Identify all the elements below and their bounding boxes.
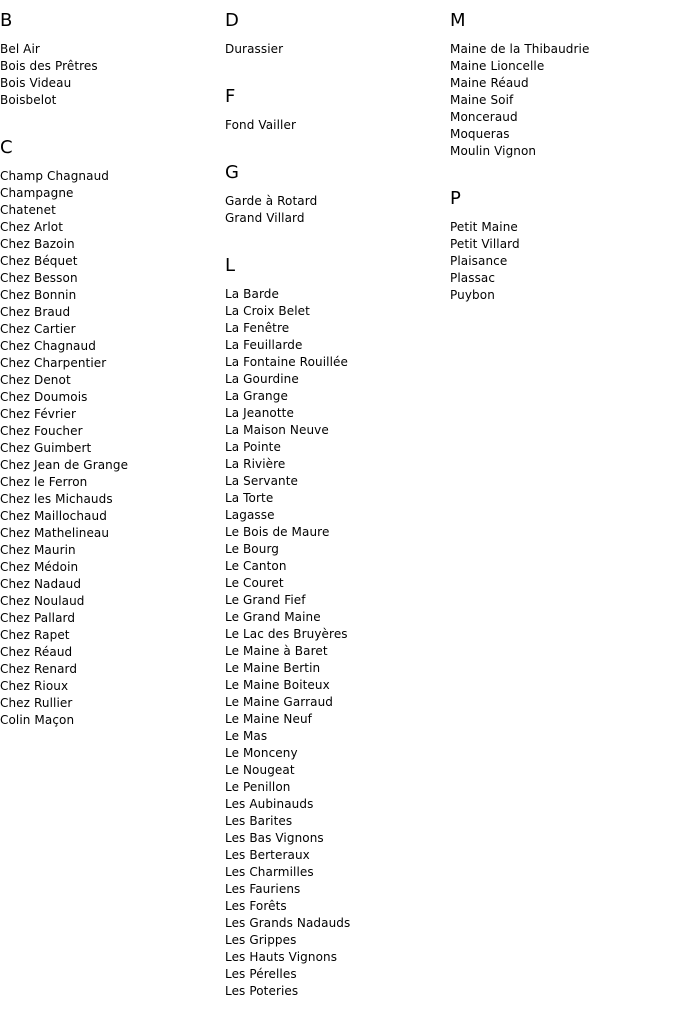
place-list-item (225, 541, 445, 558)
letter-heading: G (225, 162, 239, 183)
place-list-item (0, 576, 220, 593)
place-link[interactable]: Maine Lioncelle (450, 59, 545, 73)
place-link[interactable]: Chez Chagnaud (0, 339, 96, 353)
place-link[interactable]: La Servante (225, 474, 299, 488)
place-link[interactable]: Chez le Ferron (0, 475, 88, 489)
place-list-item (225, 193, 445, 210)
place-list-item (225, 456, 445, 473)
place-list-item (225, 524, 445, 541)
place-list-item (0, 355, 220, 372)
place-link[interactable]: Chatenet (0, 203, 56, 217)
place-link[interactable]: Monceraud (450, 110, 518, 124)
place-list-item (225, 796, 445, 813)
place-list-item (0, 491, 220, 508)
place-link[interactable]: Champagne (0, 186, 74, 200)
place-list-item (0, 92, 220, 109)
place-list-item (450, 143, 670, 160)
place-link[interactable]: Chez Braud (0, 305, 71, 319)
place-link[interactable]: Les Charmilles (225, 865, 314, 879)
place-link[interactable]: Les Hauts Vignons (225, 950, 338, 964)
place-list-item (225, 354, 445, 371)
place-link[interactable]: Colin Maçon (0, 713, 75, 727)
place-link[interactable]: Puybon (450, 288, 495, 302)
place-list-item (225, 558, 445, 575)
place-list (225, 193, 445, 227)
place-link[interactable]: La Maison Neuve (225, 423, 329, 437)
place-list-item (225, 286, 445, 303)
place-list-item (225, 830, 445, 847)
place-link[interactable]: Les Berteraux (225, 848, 310, 862)
place-list-item (225, 864, 445, 881)
place-list-item (450, 270, 670, 287)
place-link[interactable]: Chez Rapet (0, 628, 70, 642)
place-link[interactable]: Chez Guimbert (0, 441, 92, 455)
place-link[interactable]: Le Monceny (225, 746, 298, 760)
place-list (450, 41, 670, 160)
place-list-item (0, 389, 220, 406)
place-list-item (225, 592, 445, 609)
place-link[interactable]: Boisbelot (0, 93, 57, 107)
place-link[interactable]: Les Grippes (225, 933, 297, 947)
place-link[interactable]: Chez Denot (0, 373, 71, 387)
place-list-item (225, 660, 445, 677)
place-link[interactable]: Chez Réaud (0, 645, 73, 659)
place-link[interactable]: Garde à Rotard (225, 194, 318, 208)
place-link[interactable]: Chez Bonnin (0, 288, 77, 302)
place-link[interactable]: Les Grands Nadauds (225, 916, 351, 930)
place-list-item (0, 474, 220, 491)
letter-group (225, 10, 445, 58)
place-list-item (0, 525, 220, 542)
place-link[interactable]: Chez Jean de Grange (0, 458, 129, 472)
place-list-item (225, 41, 445, 58)
place-list-item (0, 712, 220, 729)
place-link[interactable]: Durassier (225, 42, 284, 56)
place-link[interactable]: Maine Réaud (450, 76, 529, 90)
place-link[interactable]: Chez Besson (0, 271, 78, 285)
place-link[interactable]: La Fontaine Rouillée (225, 355, 348, 369)
place-list-item (450, 236, 670, 253)
place-list-item (0, 236, 220, 253)
place-list-item (225, 490, 445, 507)
place-list-item (0, 253, 220, 270)
place-list-item (0, 593, 220, 610)
place-link[interactable]: Grand Villard (225, 211, 305, 225)
place-list-item (225, 762, 445, 779)
letter-heading: C (0, 137, 13, 158)
letter-heading: L (225, 255, 236, 276)
letter-group (225, 255, 445, 1000)
place-list-item (225, 320, 445, 337)
place-list-item (225, 643, 445, 660)
place-list-item (0, 423, 220, 440)
place-link[interactable]: Chez Foucher (0, 424, 83, 438)
place-link[interactable]: Le Penillon (225, 780, 291, 794)
place-link[interactable]: Le Couret (225, 576, 284, 590)
place-link[interactable]: Fond Vailler (225, 118, 297, 132)
place-link[interactable]: Plassac (450, 271, 496, 285)
place-list-item (225, 439, 445, 456)
place-link[interactable]: Chez Arlot (0, 220, 64, 234)
place-link[interactable]: Petit Villard (450, 237, 520, 251)
index-column (450, 10, 670, 332)
place-list-item (0, 508, 220, 525)
letter-heading: B (0, 10, 13, 31)
place-link[interactable]: La Jeanotte (225, 406, 294, 420)
place-list-item (225, 779, 445, 796)
place-list (0, 41, 220, 109)
place-link[interactable]: La Feuillarde (225, 338, 303, 352)
place-list-item (0, 202, 220, 219)
place-link[interactable]: Les Forêts (225, 899, 287, 913)
place-list-item (0, 542, 220, 559)
place-list-item (0, 304, 220, 321)
place-link[interactable]: La Fenêtre (225, 321, 290, 335)
place-list-item (225, 626, 445, 643)
place-list-item (450, 126, 670, 143)
letter-heading: F (225, 86, 236, 107)
place-list-item (0, 338, 220, 355)
place-link[interactable]: Le Grand Maine (225, 610, 321, 624)
place-list-item (225, 711, 445, 728)
place-link[interactable]: La Barde (225, 287, 279, 301)
place-link[interactable]: Le Maine Bertin (225, 661, 321, 675)
letter-group (225, 162, 445, 227)
place-list-item (225, 388, 445, 405)
place-link[interactable]: Les Barites (225, 814, 293, 828)
place-link[interactable]: Chez Cartier (0, 322, 76, 336)
place-link[interactable]: Bois des Prêtres (0, 59, 98, 73)
place-list-item (0, 321, 220, 338)
place-link[interactable]: Le Mas (225, 729, 268, 743)
place-list-item (0, 661, 220, 678)
place-link[interactable]: Chez Rioux (0, 679, 69, 693)
place-list (225, 41, 445, 58)
letter-heading: D (225, 10, 239, 31)
place-list-item (0, 75, 220, 92)
letter-group (450, 188, 670, 304)
place-list-item (225, 303, 445, 320)
place-link[interactable]: Maine Soif (450, 93, 514, 107)
place-list-item (450, 75, 670, 92)
place-link[interactable]: Chez Charpentier (0, 356, 107, 370)
place-link[interactable]: La Croix Belet (225, 304, 310, 318)
place-list (450, 219, 670, 304)
place-list-item (225, 745, 445, 762)
place-list-item (450, 41, 670, 58)
place-list-item (225, 915, 445, 932)
letter-heading: M (450, 10, 466, 31)
place-link[interactable]: Chez Février (0, 407, 76, 421)
place-list (225, 117, 445, 134)
place-list-item (0, 185, 220, 202)
place-link[interactable]: Le Bois de Maure (225, 525, 330, 539)
place-list-item (450, 109, 670, 126)
place-list-item (0, 406, 220, 423)
place-list-item (225, 507, 445, 524)
place-link[interactable]: Chez Rullier (0, 696, 73, 710)
place-list-item (225, 813, 445, 830)
place-list-item (225, 422, 445, 439)
place-list-item (0, 168, 220, 185)
place-link[interactable]: La Gourdine (225, 372, 299, 386)
letter-group (0, 137, 220, 729)
place-link[interactable]: Le Bourg (225, 542, 279, 556)
place-list-item (0, 457, 220, 474)
place-link[interactable]: Le Grand Fief (225, 593, 306, 607)
place-list (0, 168, 220, 729)
place-list-item (0, 41, 220, 58)
place-link[interactable]: Chez Bazoin (0, 237, 75, 251)
place-link[interactable]: La Torte (225, 491, 274, 505)
place-link[interactable]: Chez Doumois (0, 390, 88, 404)
place-list-item (0, 610, 220, 627)
place-list-item (225, 898, 445, 915)
place-list-item (225, 881, 445, 898)
place-link[interactable]: Le Maine à Baret (225, 644, 328, 658)
place-list-item (225, 677, 445, 694)
place-list-item (0, 270, 220, 287)
place-list-item (0, 627, 220, 644)
letter-heading: P (450, 188, 461, 209)
place-link[interactable]: Le Maine Garraud (225, 695, 334, 709)
place-link[interactable]: Chez Maurin (0, 543, 76, 557)
place-link[interactable]: Plaisance (450, 254, 508, 268)
place-link[interactable]: Bel Air (0, 42, 40, 56)
place-list-item (225, 966, 445, 983)
place-list-item (0, 644, 220, 661)
place-list-item (0, 372, 220, 389)
place-link[interactable]: Lagasse (225, 508, 275, 522)
place-link[interactable]: Chez Maillochaud (0, 509, 107, 523)
place-list-item (225, 473, 445, 490)
place-link[interactable]: Les Pérelles (225, 967, 297, 981)
place-link[interactable]: Chez Noulaud (0, 594, 85, 608)
letter-group (0, 10, 220, 109)
place-link[interactable]: Chez Mathelineau (0, 526, 110, 540)
place-link[interactable]: La Rivière (225, 457, 286, 471)
place-list-item (450, 253, 670, 270)
place-list-item (225, 575, 445, 592)
letter-group (225, 86, 445, 134)
place-list-item (225, 983, 445, 1000)
place-link[interactable]: Petit Maine (450, 220, 518, 234)
place-list-item (450, 58, 670, 75)
place-list-item (0, 559, 220, 576)
place-list-item (0, 678, 220, 695)
place-list-item (225, 117, 445, 134)
place-list-item (0, 695, 220, 712)
place-link[interactable]: Le Maine Neuf (225, 712, 313, 726)
place-link[interactable]: Le Nougeat (225, 763, 295, 777)
place-link[interactable]: Le Lac des Bruyères (225, 627, 348, 641)
place-list-item (0, 219, 220, 236)
place-link[interactable]: Chez Nadaud (0, 577, 82, 591)
index-column (225, 10, 445, 1028)
place-link[interactable]: Moqueras (450, 127, 510, 141)
letter-group (450, 10, 670, 160)
place-list-item (225, 337, 445, 354)
place-list-item (225, 847, 445, 864)
place-link[interactable]: Moulin Vignon (450, 144, 537, 158)
place-link[interactable]: Chez Renard (0, 662, 78, 676)
place-link[interactable]: Les Poteries (225, 984, 299, 998)
place-link[interactable]: Champ Chagnaud (0, 169, 109, 183)
place-link[interactable]: Le Maine Boiteux (225, 678, 330, 692)
place-list-item (225, 371, 445, 388)
place-list (225, 286, 445, 1000)
place-link[interactable]: Chez Médoin (0, 560, 79, 574)
place-link[interactable]: Maine de la Thibaudrie (450, 42, 590, 56)
place-list-item (0, 58, 220, 75)
place-list-item (225, 932, 445, 949)
place-list-item (0, 287, 220, 304)
place-list-item (225, 405, 445, 422)
place-list-item (0, 440, 220, 457)
place-list-item (225, 728, 445, 745)
place-list-item (225, 609, 445, 626)
place-link[interactable]: Les Fauriens (225, 882, 301, 896)
place-link[interactable]: Bois Videau (0, 76, 72, 90)
place-link[interactable]: Le Canton (225, 559, 287, 573)
place-link[interactable]: La Grange (225, 389, 288, 403)
place-list-item (450, 287, 670, 304)
place-link[interactable]: Chez Pallard (0, 611, 76, 625)
place-link[interactable]: La Pointe (225, 440, 281, 454)
place-list-item (450, 219, 670, 236)
place-list-item (225, 694, 445, 711)
place-link[interactable]: Les Bas Vignons (225, 831, 324, 845)
place-list-item (225, 949, 445, 966)
place-list-item (450, 92, 670, 109)
place-link[interactable]: Chez Béquet (0, 254, 78, 268)
index-column (0, 10, 220, 757)
place-link[interactable]: Chez les Michauds (0, 492, 113, 506)
place-list-item (225, 210, 445, 227)
place-link[interactable]: Les Aubinauds (225, 797, 314, 811)
